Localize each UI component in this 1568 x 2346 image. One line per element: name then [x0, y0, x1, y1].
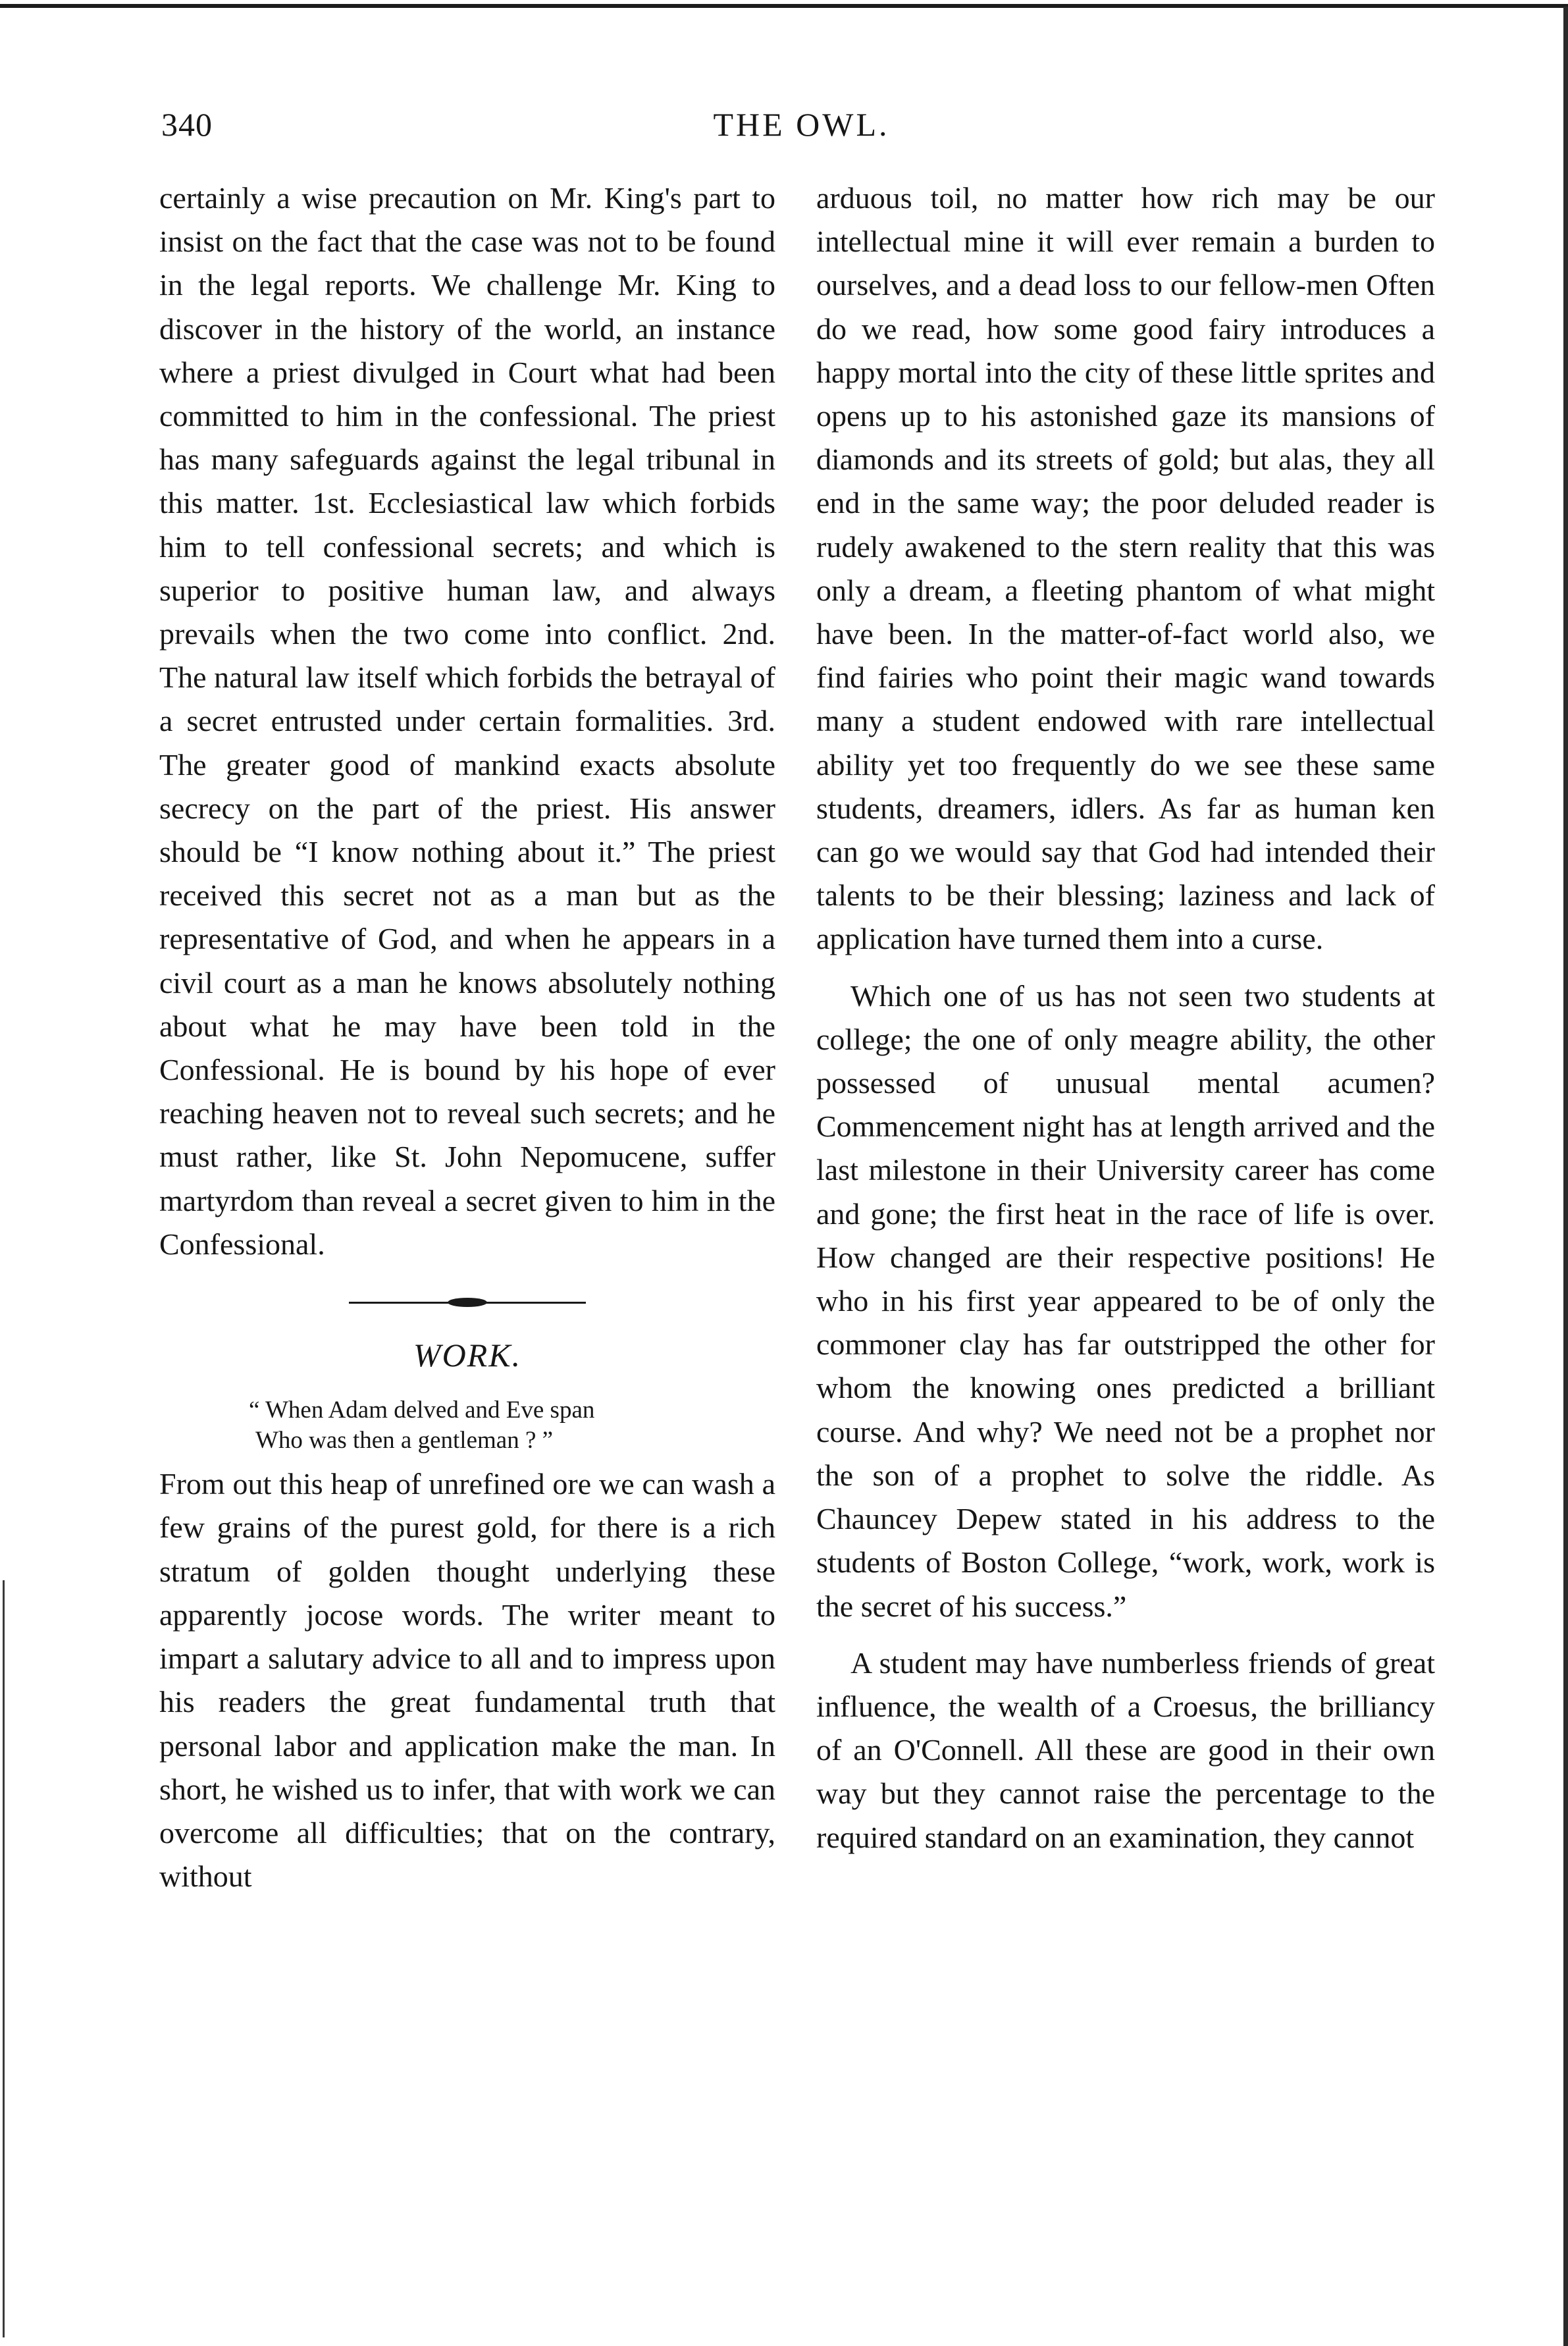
divider-center-ornament [448, 1298, 487, 1307]
epigraph-line-1: “ When Adam delved and Eve span [249, 1397, 595, 1424]
two-students-paragraph: Which one of us has not seen two students at college; the one of only meagre ability, the other possessed of unusual mental acumen? Commencement night has at length arrived and the last milestone in their University career has come and gone; the first heat in the race of life is over. How changed are their respective positions! He who in his first year appeared to be of only the commoner clay has far outstripped the other for whom the knowing ones predicted a brilliant course. And why? We need not be a prophet nor the son of a prophet to solve the riddle. As Chauncey Depew stated in his address to the students of Boston College, “work, work, work is the secret of his success.” [816, 978, 1435, 1623]
arduous-toil-paragraph: arduous toil, no matter how rich may be our intellectual mine it will ever remain a burden to ourselves, and a dead loss to our fellow-men Often do we read, how some good fairy introduces a happy mortal into the city of these little sprites and opens up to his astonished gaze its mansions of diamonds and its streets of gold; but alas, they all end in the same way; the poor deluded reader is rudely awakened to the stern reality that this was only a dream, a fleeting phantom of what might have been. In the matter-of-fact world also, we find fairies who point their magic wand towards many a student endowed with rare intellectual ability yet too frequently do we see these same students, dreamers, idlers. As far as human ken can go we would say that God had intended their talents to be their blessing; laziness and lack of application have turned them into a curse. [816, 181, 1435, 956]
work-intro-paragraph: From out this heap of unrefined ore we can wash a few grains of the purest gold, for there is a rich stratum of golden thought underlying these apparently jocose words. The writer meant to impart a salutary advice to all and to impress upon his readers the great fundamental truth that personal labor and application make the man. In short, he wished us to infer, that with work we can overcome all difficulties; that on the contrary, without [159, 1467, 775, 1894]
right-column [816, 176, 1435, 1859]
confessional-paragraph: certainly a wise precaution on Mr. King's part to insist on the fact that the case was not to be found in the legal reports. We challenge Mr. King to discover in the history of the world, an instance where a priest divulged in Court what had been committed to him in the confessional. The priest has many safeguards against the legal tribunal in this matter. 1st. Ecclesiastical law which forbids him to tell confessional secrets; and which is superior to positive human law, and always prevails when the two come into conflict. 2nd. The natural law itself which forbids the betrayal of a secret entrusted under certain formalities. 3rd. The greater good of mankind exacts absolute secrecy on the part of the priest. His answer should be “I know nothing about it.” The priest received this secret not as a man but as the representative of God, and when he appears in a civil court as a man he knows absolutely nothing about what he may have been told in the Confessional. He is bound by his hope of ever reaching heaven not to reveal such secrets; and he must rather, like St. John Nepomucene, suffer martyrdom than reveal a secret given to him in the Confessional. [159, 181, 775, 1261]
right-border-rule [1563, 7, 1568, 2346]
numberless-friends-paragraph: A student may have numberless friends of great influence, the wealth of a Croesus, the brilliancy of an O'Connell. All these are good in their own way but they cannot raise the percentage to the required standard on an examination, they cannot [816, 1645, 1435, 1854]
left-column [159, 176, 775, 1898]
running-head [161, 105, 1442, 158]
journal-title: THE OWL. [713, 106, 890, 143]
top-border-rule [0, 4, 1568, 8]
section-divider-ornament [349, 1298, 586, 1307]
epigraph-line-2: Who was then a gentleman ? ” [255, 1427, 554, 1454]
left-binding-edge [3, 1580, 5, 2337]
epigraph [249, 1395, 775, 1456]
page-number: 340 [161, 106, 213, 143]
section-title: WORK. [413, 1337, 522, 1374]
